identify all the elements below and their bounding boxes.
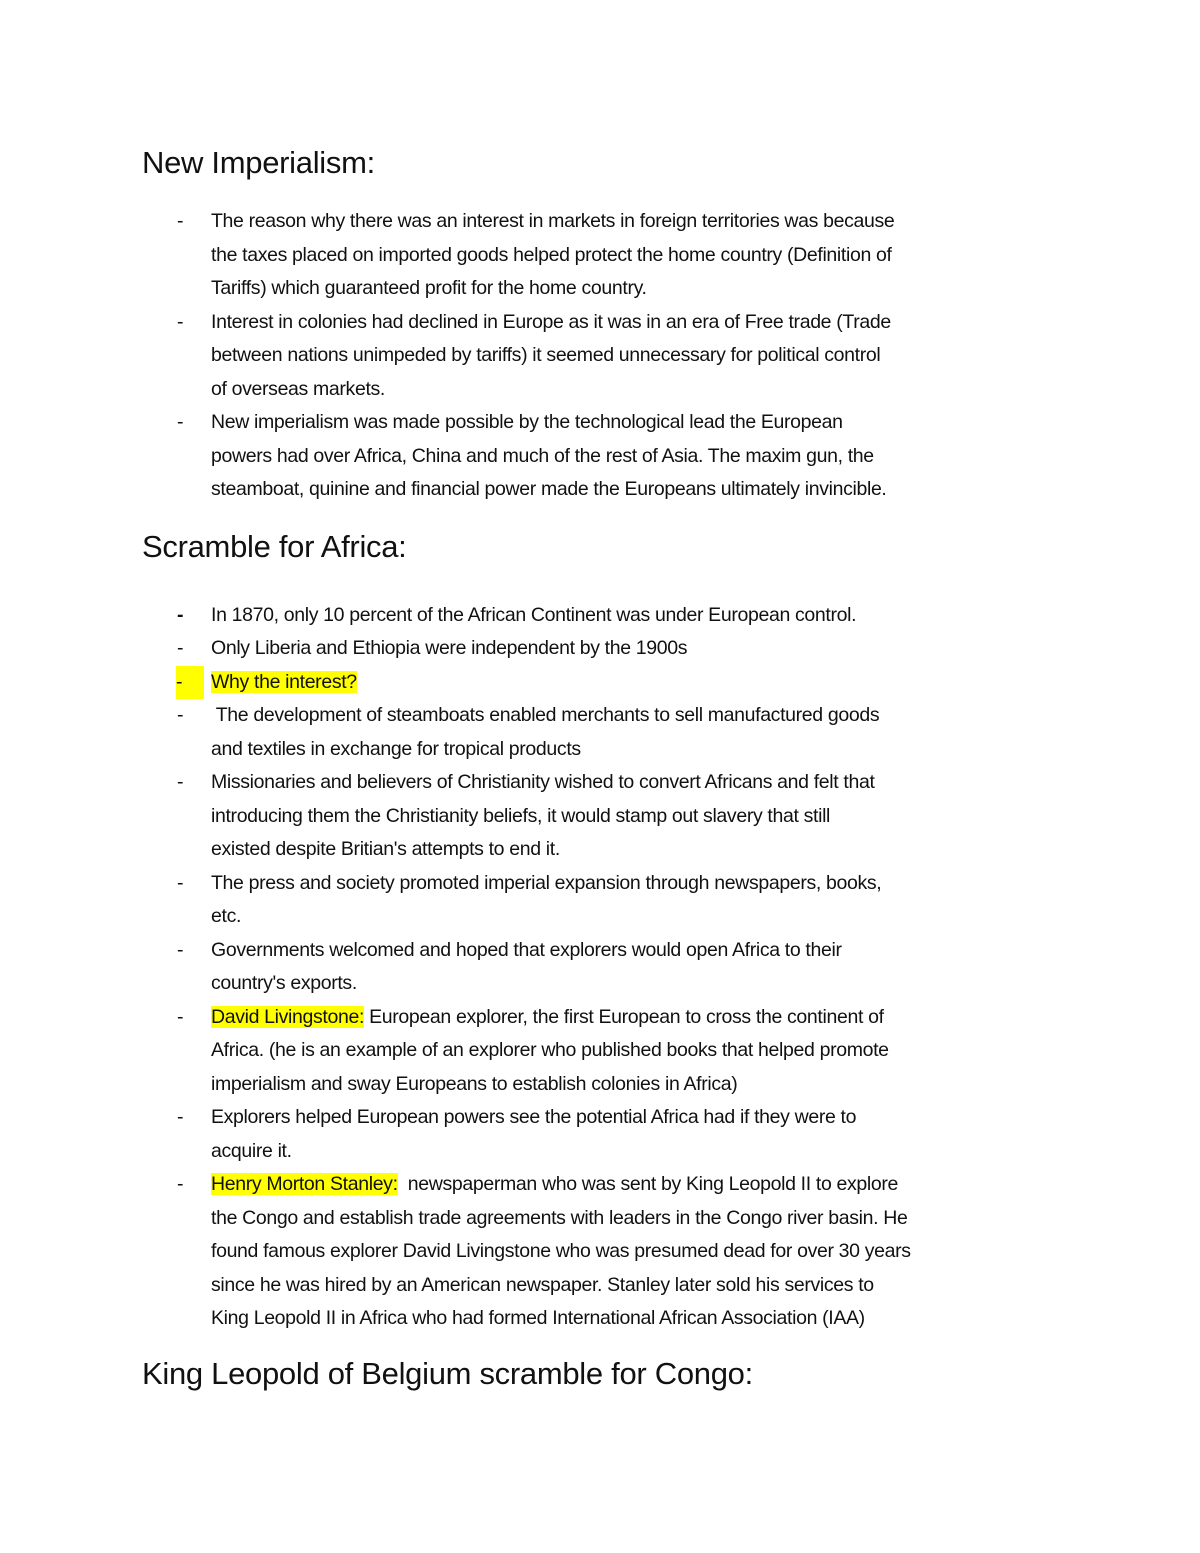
list-scramble-for-africa xyxy=(142,599,1102,1336)
highlighted-term: David Livingstone: xyxy=(211,1005,365,1028)
text-line: Explorers helped European powers see the potential Africa had if they were to xyxy=(211,1106,857,1128)
list-item xyxy=(142,666,1102,700)
text-line: King Leopold II in Africa who had formed International African Association (IAA) xyxy=(211,1307,865,1329)
list-item xyxy=(142,766,1102,867)
list-item xyxy=(142,699,1102,766)
text-line: Missionaries and believers of Christianity wished to convert Africans and felt that xyxy=(211,771,875,793)
list-item xyxy=(142,306,1102,407)
text-line: introducing them the Christianity beliefs, it would stamp out slavery that still xyxy=(211,804,831,827)
list-item xyxy=(142,1168,1102,1336)
bullet-dash: - xyxy=(177,771,184,793)
highlighted-term: Henry Morton Stanley: xyxy=(211,1173,398,1195)
list-item xyxy=(142,867,1102,934)
text-line: since he was hired by an American newspaper. Stanley later sold his services to xyxy=(211,1273,874,1296)
list-item xyxy=(142,599,1102,633)
text-line: The development of steamboats enabled merchants to sell manufactured goods xyxy=(211,704,880,726)
list-item xyxy=(142,632,1102,666)
bullet-dash: - xyxy=(177,871,184,894)
bullet-dash: - xyxy=(177,210,184,232)
bullet-dash: - xyxy=(177,1005,184,1028)
text-line: Governments welcomed and hoped that explorers would open Africa to their xyxy=(211,938,842,961)
text-line: Only Liberia and Ethiopia were independent by the 1900s xyxy=(211,637,688,659)
bullet-dash: - xyxy=(177,603,184,626)
text-line: between nations unimpeded by tariffs) it seemed unnecessary for political control xyxy=(211,344,881,366)
text-line xyxy=(211,666,1102,700)
text-line: country's exports. xyxy=(211,972,357,994)
bullet-dash: - xyxy=(177,1106,184,1128)
text-line: found famous explorer David Livingstone who was presumed dead for over 30 years xyxy=(211,1240,911,1262)
text-line: acquire it. xyxy=(211,1139,292,1162)
bullet-dash: - xyxy=(177,411,184,433)
document-page xyxy=(142,140,1102,1397)
heading-new-imperialism: New Imperialism: xyxy=(142,145,375,180)
text-line: In 1870, only 10 percent of the African Continent was under European control. xyxy=(211,603,857,626)
text-line: steamboat, quinine and financial power made the Europeans ultimately invincible. xyxy=(211,478,887,500)
bullet-dash: - xyxy=(176,666,204,700)
text-line: powers had over Africa, China and much of the rest of Asia. The maxim gun, the xyxy=(211,444,874,467)
text-line: The reason why there was an interest in markets in foreign territories was because xyxy=(211,210,895,232)
text-line: the taxes placed on imported goods helped protect the home country (Definition of xyxy=(211,243,892,266)
bullet-dash: - xyxy=(177,637,184,659)
heading-scramble-for-africa: Scramble for Africa: xyxy=(142,528,407,564)
text-line: Interest in colonies had declined in Europe as it was in an era of Free trade (Trade xyxy=(211,310,891,333)
text-line xyxy=(211,1001,1102,1035)
text-line: the Congo and establish trade agreements with leaders in the Congo river basin. He xyxy=(211,1206,908,1229)
list-new-imperialism xyxy=(142,205,1102,507)
bullet-dash: - xyxy=(177,704,184,726)
list-item xyxy=(142,1101,1102,1168)
list-item xyxy=(142,406,1102,507)
list-item xyxy=(142,1001,1102,1102)
list-item xyxy=(142,205,1102,306)
highlighted-term: Why the interest? xyxy=(211,670,357,693)
bullet-dash: - xyxy=(177,310,184,333)
text-span: European explorer, the first European to cross the continent of xyxy=(364,1005,884,1028)
text-span: newspaperman who was sent by King Leopold II to explore xyxy=(397,1173,899,1195)
bullet-dash: - xyxy=(177,1173,184,1195)
bullet-dash: - xyxy=(177,938,184,961)
text-line xyxy=(211,1168,1102,1202)
list-item xyxy=(142,934,1102,1001)
text-line: New imperialism was made possible by the technological lead the European xyxy=(211,411,843,433)
heading-king-leopold: King Leopold of Belgium scramble for Congo: xyxy=(142,1355,753,1391)
text-line: imperialism and sway Europeans to establish colonies in Africa) xyxy=(211,1072,738,1095)
text-line: etc. xyxy=(211,905,242,927)
text-line: of overseas markets. xyxy=(211,377,385,400)
text-line: The press and society promoted imperial expansion through newspapers, books, xyxy=(211,871,882,894)
text-line: Africa. (he is an example of an explorer who published books that helped promote xyxy=(211,1039,889,1061)
text-line: and textiles in exchange for tropical products xyxy=(211,737,581,760)
text-line: existed despite Britian's attempts to end it. xyxy=(211,838,560,860)
text-line: Tariffs) which guaranteed profit for the home country. xyxy=(211,277,647,299)
